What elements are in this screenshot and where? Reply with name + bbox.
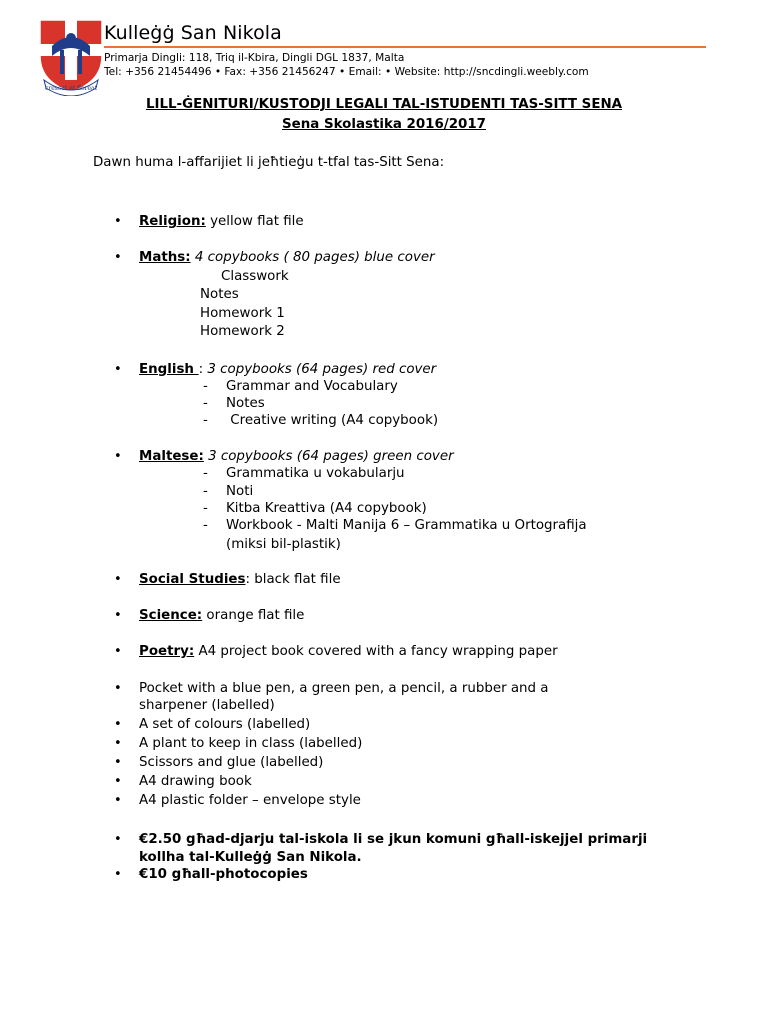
bullet: • <box>114 362 122 377</box>
sub-item: Notes <box>200 287 239 302</box>
dash: - <box>203 518 208 533</box>
svg-text:crescat et floreat: crescat et floreat <box>44 85 98 92</box>
dash: - <box>203 379 208 394</box>
sub-item: Workbook - Malti Manija 6 – Grammatika u Ortografija <box>226 518 587 533</box>
subject-label: Social Studies <box>139 572 246 587</box>
item-text: 3 copybooks (64 pages) red cover <box>207 362 437 377</box>
bullet: • <box>114 793 122 808</box>
item-text: : black flat file <box>245 572 341 587</box>
bullet: • <box>114 867 122 882</box>
sub-item-continuation: (miksi bil-plastik) <box>226 537 341 552</box>
dash: - <box>203 501 208 516</box>
subject-label: Maths: <box>139 250 191 265</box>
list-item-plastic-folder: A4 plastic folder – envelope style <box>139 793 361 808</box>
list-item-english <box>139 362 436 378</box>
bullet: • <box>114 832 122 847</box>
subject-label: English <box>139 362 199 377</box>
item-text: yellow flat file <box>205 214 304 229</box>
sub-item: Homework 1 <box>200 306 285 321</box>
dash: - <box>203 484 208 499</box>
subject-label: Poetry: <box>139 644 195 659</box>
sub-item: Grammar and Vocabulary <box>226 379 398 394</box>
fee-diary-continuation: kollha tal-Kulleġġ San Nikola. <box>139 850 362 865</box>
bullet: • <box>114 250 122 265</box>
bullet: • <box>114 214 122 229</box>
bullet: • <box>114 681 122 696</box>
contact-details: Tel: +356 21454496 • Fax: +356 21456247 • Email: • Website: http://sncdingli.weebly.com <box>104 66 589 78</box>
list-item-religion <box>139 214 304 230</box>
fee-photocopies: €10 għall-photocopies <box>139 867 308 882</box>
item-text: A4 project book covered with a fancy wrapping paper <box>194 644 558 659</box>
sub-item: Noti <box>226 484 254 499</box>
sub-item: Grammatika u vokabularju <box>226 466 405 481</box>
dash: - <box>203 466 208 481</box>
sub-item: Kitba Kreattiva (A4 copybook) <box>226 501 427 516</box>
fee-diary: €2.50 għad-djarju tal-iskola li se jkun komuni għall-iskejjel primarji <box>139 832 648 847</box>
bullet: • <box>114 717 122 732</box>
list-item-maltese <box>139 449 454 465</box>
list-item-scissors: Scissors and glue (labelled) <box>139 755 324 770</box>
bullet: • <box>114 774 122 789</box>
school-crest-icon <box>36 16 106 96</box>
sub-item: Notes <box>226 396 265 411</box>
header-divider <box>104 46 706 48</box>
subject-label: Science: <box>139 608 203 623</box>
item-separator: : <box>198 362 208 377</box>
intro-text: Dawn huma l-affarijiet li jeħtieġu t-tfal tas-Sitt Sena: <box>93 155 445 170</box>
list-item-poetry <box>139 644 558 660</box>
bullet: • <box>114 755 122 770</box>
sub-item: Classwork <box>221 269 289 284</box>
contact-address: Primarja Dingli: 118, Triq il-Kbira, Dingli DGL 1837, Malta <box>104 52 405 64</box>
bullet: • <box>114 608 122 623</box>
dash: - <box>203 413 208 428</box>
list-item-colours: A set of colours (labelled) <box>139 717 311 732</box>
letter-title: LILL-ĠENITURI/KUSTODJI LEGALI TAL-ISTUDENTI TAS-SITT SENA <box>145 97 623 112</box>
list-item-social-studies <box>139 572 341 588</box>
scholastic-year: Sena Skolastika 2016/2017 <box>282 117 486 132</box>
bullet: • <box>114 736 122 751</box>
list-item-maths <box>139 250 435 266</box>
subject-label: Maltese: <box>139 449 204 464</box>
item-text: 3 copybooks (64 pages) green cover <box>203 449 454 464</box>
item-text: orange flat file <box>202 608 305 623</box>
sub-item: Homework 2 <box>200 324 285 339</box>
bullet: • <box>114 644 122 659</box>
list-item-drawing-book: A4 drawing book <box>139 774 252 789</box>
sub-item: Creative writing (A4 copybook) <box>226 413 439 428</box>
school-name: Kulleġġ San Nikola <box>104 22 282 44</box>
list-item-plant: A plant to keep in class (labelled) <box>139 736 363 751</box>
item-text: 4 copybooks ( 80 pages) blue cover <box>190 250 435 265</box>
list-item-science <box>139 608 304 624</box>
subject-label: Religion: <box>139 214 206 229</box>
list-item-pocket-continuation: sharpener (labelled) <box>139 698 275 713</box>
bullet: • <box>114 449 122 464</box>
dash: - <box>203 396 208 411</box>
list-item-pocket: Pocket with a blue pen, a green pen, a pencil, a rubber and a <box>139 681 549 696</box>
bullet: • <box>114 572 122 587</box>
